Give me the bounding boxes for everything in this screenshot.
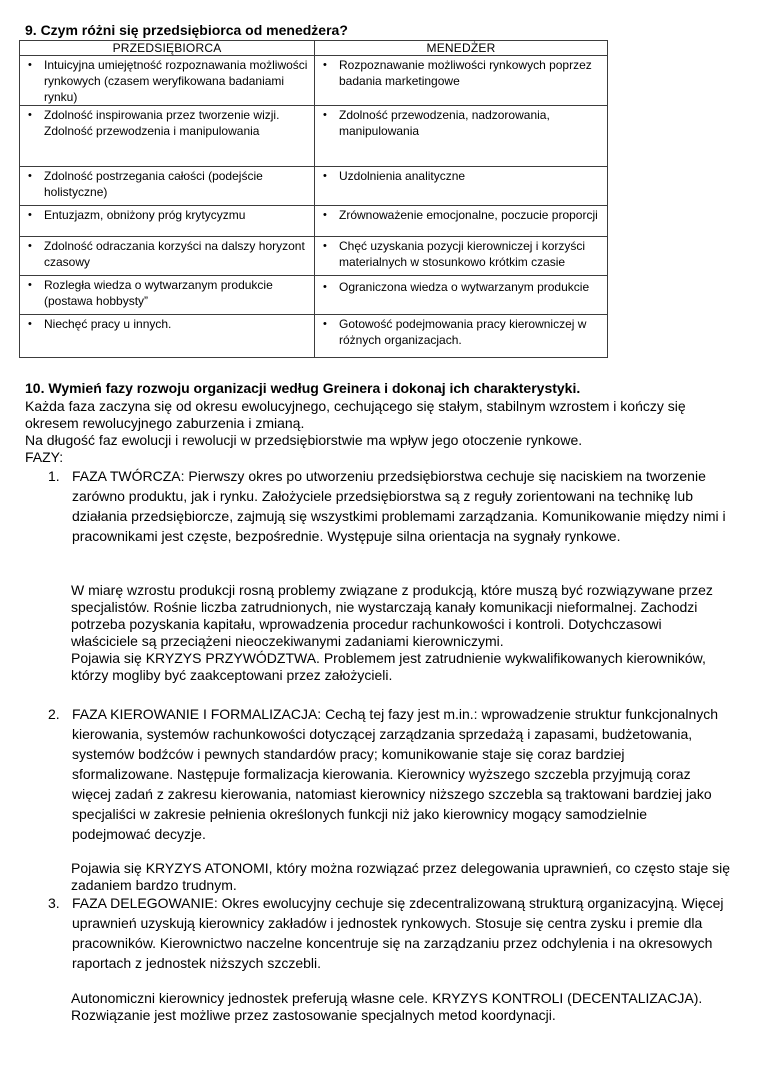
table-header-row (20, 41, 608, 56)
bullet-icon: • (28, 170, 32, 182)
note-paragraph: W miarę wzrostu produkcji rosną problemy związane z produkcją, które muszą być rozwiązywane przez specjalistów. Rośnie liczba zatrudnionych, nie wystarczają kanały komunikacji nieformalnej. Zachodzi potrzeba pozyskania kapitału, wprowadzenia procedur rachunkowości i kontroli. Dotychczasowi właściciele są przeciążeni nieoczekiwanymi zadaniami kierowniczymi. (71, 582, 713, 649)
table-row (20, 167, 608, 206)
cell-manager: Ograniczona wiedza o wytwarzanym produkcie (339, 280, 590, 294)
cell-manager: Gotowość podejmowania pracy kierowniczej w różnych organizacjach. (339, 317, 587, 347)
phase-text: FAZA TWÓRCZA: Pierwszy okres po utworzeniu przedsiębiorstwa cechuje się naciskiem na tworzenie zarówno produktu, jak i rynku. Założyciele przedsiębiorstwa są z reguły zorientowani na technikę lub działania przedsiębiorcze, zajmują się wszystkimi problemami zarządzania. Komunikowanie między nimi i pracownikami jest częste, bezpośrednie. Występuje silna orientacja na sygnały rynkowe. (72, 468, 726, 544)
cell-entrepreneur: Niechęć pracy u innych. (44, 317, 172, 331)
bullet-icon: • (323, 318, 327, 330)
question-10-title: 10. Wymień fazy rozwoju organizacji według Greinera i dokonaj ich charakterystyki. (25, 380, 581, 396)
cell-manager: Uzdolnienia analityczne (339, 169, 466, 183)
phase-number: 2. (48, 706, 60, 722)
cell-manager: Rozpoznawanie możliwości rynkowych poprzez badania marketingowe (339, 58, 592, 88)
comparison-table (19, 40, 608, 358)
bullet-icon: • (28, 109, 32, 121)
phase-number: 3. (48, 895, 60, 911)
header-manager: MENEDŻER (315, 41, 608, 56)
table-row (20, 106, 608, 167)
bullet-icon: • (323, 281, 327, 293)
intro-paragraph: Na długość faz ewolucji i rewolucji w przedsiębiorstwie ma wpływ jego otoczenie rynkowe. (25, 432, 583, 448)
bullet-icon: • (323, 240, 327, 252)
cell-entrepreneur: Entuzjazm, obniżony próg krytycyzmu (44, 208, 246, 222)
cell-entrepreneur: Zdolność odraczania korzyści na dalszy horyzont czasowy (44, 239, 305, 269)
header-entrepreneur: PRZEDSIĘBIORCA (20, 41, 315, 56)
phase-text: FAZA KIEROWANIE I FORMALIZACJA: Cechą tej fazy jest m.in.: wprowadzenie struktur funkcjonalnych kierowania, systemów rachunkowości dotyczącej zarządzania sprzedażą i zapasami, budżetowania, systemów bodźców i pewnych standardów pracy; komunikowanie staje się coraz bardziej sformalizowane. Następuje formalizacja kierowania. Kierownicy wyższego szczebla przyjmują coraz więcej zadań z zakresu kierowania, natomiast kierownicy niższego szczebla są traktowani bardziej jako specjaliści w zakresie pełnienia określonych funkcji niż jako kierownicy mogący samodzielnie podejmować decyzje. (72, 706, 719, 842)
intro-text (25, 398, 740, 466)
table-row (20, 56, 608, 106)
question-9-title: 9. Czym różni się przedsiębiorca od menedżera? (25, 22, 348, 38)
phase-number: 1. (48, 468, 60, 484)
cell-entrepreneur: Zdolność inspirowania przez tworzenie wizji. Zdolność przewodzenia i manipulowania (44, 108, 280, 138)
cell-entrepreneur: Zdolność postrzegania całości (podejście holistyczne) (44, 169, 263, 199)
bullet-icon: • (323, 109, 327, 121)
table-row (20, 276, 608, 315)
phase-note (71, 990, 731, 1024)
bullet-icon: • (323, 59, 327, 71)
bullet-icon: • (28, 279, 32, 291)
phase-item (48, 704, 728, 844)
note-paragraph: Pojawia się KRYZYS ATONOMI, który można rozwiązać przez delegowania uprawnień, co często staje się zadaniem bardzo trudnym. (71, 860, 731, 893)
cell-entrepreneur: Rozległa wiedza o wytwarzanym produkcie (postawa hobbysty” (44, 278, 273, 308)
phase-text: FAZA DELEGOWANIE: Okres ewolucyjny cechuje się zdecentralizowaną strukturą organizacyjną. Więcej uprawnień uzyskują kierownicy zakładów i jednostek rynkowych. Stosuje się centra zysku i premie dla pracowników. Kierownictwo naczelne koncentruje się na zarządzaniu przez odchylenia i na okresowych raportach z jednostek niższych szczebli. (72, 895, 724, 971)
cell-manager: Chęć uzyskania pozycji kierowniczej i korzyści materialnych w stosunkowo krótkim czasie (339, 239, 586, 269)
phase-note (71, 582, 731, 684)
cell-entrepreneur: Intuicyjna umiejętność rozpoznawania możliwości rynkowych (czasem weryfikowana badaniami rynku) (44, 58, 308, 104)
bullet-icon: • (28, 209, 32, 221)
table-row (20, 237, 608, 276)
bullet-icon: • (28, 240, 32, 252)
phases-label: FAZY: (25, 449, 64, 465)
bullet-icon: • (28, 318, 32, 330)
cell-manager: Zdolność przewodzenia, nadzorowania, manipulowania (339, 108, 550, 138)
phase-item (48, 893, 728, 973)
phase-note (71, 860, 731, 894)
cell-manager: Zrównoważenie emocjonalne, poczucie proporcji (339, 208, 598, 222)
bullet-icon: • (323, 209, 327, 221)
note-paragraph: Autonomiczni kierownicy jednostek preferują własne cele. KRYZYS KONTROLI (DECENTALIZACJA). Rozwiązanie jest możliwe przez zastosowanie specjalnych metod koordynacji. (71, 990, 703, 1023)
phase-item (48, 466, 728, 546)
table-row (20, 206, 608, 237)
bullet-icon: • (28, 59, 32, 71)
table-row (20, 315, 608, 358)
intro-paragraph: Każda faza zaczyna się od okresu ewolucyjnego, cechującego się stałym, stabilnym wzrostem i kończy się okresem rewolucyjnego zaburzenia i zmianą. (25, 398, 686, 431)
note-paragraph: Pojawia się KRYZYS PRZYWÓDZTWA. Problemem jest zatrudnienie wykwalifikowanych kierowników, którzy mogliby być zaakceptowani przez założycieli. (71, 650, 706, 683)
bullet-icon: • (323, 170, 327, 182)
